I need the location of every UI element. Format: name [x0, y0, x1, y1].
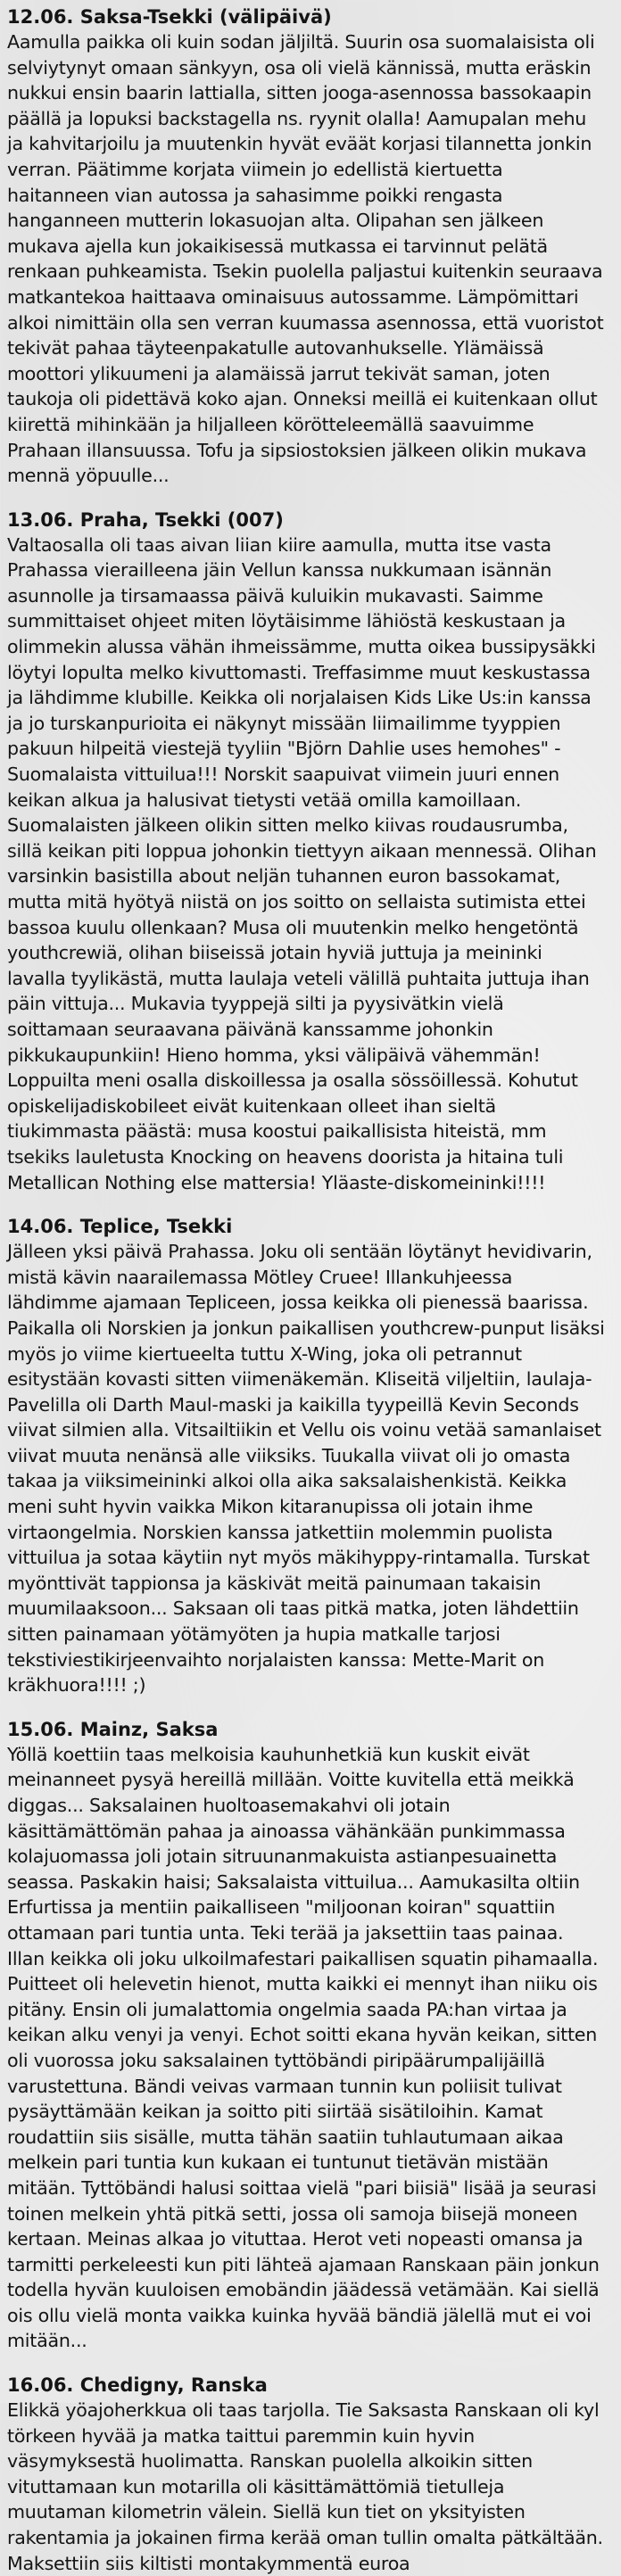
diary-entry [7, 2374, 605, 2576]
entry-body: Jälleen yksi päivä Prahassa. Joku oli sentään löytänyt hevidivarin, mistä kävin naarailemassa Mötley Cruee! Illankuhjeessa lähdimme ajamaan Tepliceen, jossa keikka oli pienessä baarissa. Paikalla oli Norskien ja jonkun paikallisen youthcrew-punput lisäksi myös jo viime kiertueelta tuttu X-Wing, joka oli petrannut esitystään kovasti sitten viimenäkemän. Kliseitä viljeltiin, laulaja-Pavelilla oli Darth Maul-maski ja kaikilla tyypeillä Kevin Seconds viivat silmien alla. Vitsailtiikin et Vellu ois voinu vetää samanlaiset viivat muuta nenänsä alle viiksiks. Tuukalla viivat oli jo omasta takaa ja viiksimeininki alkoi olla aika saksalaishenkistä. Keikka meni suht hyvin vaikka Mikon kitaranupissa oli jotain ihme virtaongelmia. Norskien kanssa jatkettiin molemmin puolista vittuilua ja sotaa käytiin nyt myös mäkihyppy-rintamalla. Turskat myönttivät tappionsa ja käskivät meitä painumaan takaisin muumilaaksoon... Saksaan oli taas pitkä matka, joten lähdettiin sitten painamaan yötämyöten ja hupia matkalle tarjosi tekstiviestikirjeenvaihto norjalaisten kanssa: Mette-Marit on kräkhuora!!!! ;) [7, 1241, 605, 1697]
entry-title: 16.06. Chedigny, Ranska [7, 2374, 268, 2397]
entry-title: 13.06. Praha, Tsekki (007) [7, 508, 284, 531]
entry-body: Elikkä yöajoherkkua oli taas tarjolla. Tie Saksasta Ranskaan oli kyl törkeen hyvää ja matka taittui paremmin kuin hyvin väsymyksestä huolimatta. Ranskan puolella alkoikin sitten vituttamaan kun motarilla oli käsittämättömiä tietulleja muutaman kilometrin välein. Siellä kun tiet on yksityisten rakentamia ja jokainen firma kerää oman tullin omalta pätkältään. Maksettiin siis kiltisti montakymmentä euroa [7, 2399, 603, 2574]
entry-title: 15.06. Mainz, Saksa [7, 1718, 219, 1740]
diary-entry [7, 1718, 605, 2354]
entry-body: Yöllä koettiin taas melkoisia kauhunhetkiä kun kuskit eivät meinanneet pysyä hereillä millään. Voitte kuvitella että meikkä diggas... Saksalainen huoltoasemakahvi oli jotain käsittämättömän pahaa ja ainoassa vähänkään punkimmassa kolajuomassa joli jotain sitruunanmakuista astianpesuainetta seassa. Paskakin haisi; Saksalaista vittuilua... Aamukasilta oltiin Erfurtissa ja mentiin paikalliseen "miljoonan koiran" squattiin ottamaan pari tuntia unta. Teki terää ja jaksettiin taas painaa. Illan keikka oli joku ulkoilmafestari paikallisen squatin pihamaalla. Puitteet oli helevetin hienot, mutta kaikki ei mennyt ihan niiku ois pitäny. Ensin oli jumalattomia ongelmia saada PA:han virtaa ja keikan alku venyi ja venyi. Echot soitti ekana hyvän keikan, sitten oli vuorossa joku saksalainen tyttöbändi piripäärumpalijäillä varustettuna. Bändi veivas varmaan tunnin kun poliisit tulivat pysäyttämään keikan ja soitto piti siirtää sisätiloihin. Kamat roudattiin siis sisälle, mutta tähän saatiin tuhlautumaan aikaa melkein pari tuntia kun kukaan ei tuntunut tietävän mistään mitään. Tyttöbändi halusi soittaa vielä "pari biisiä" lisää ja seurasi toinen melkein yhtä pitkä setti, jossa oli samoja biisejä moneen kertaan. Meinas alkaa jo vituttaa. Herot veti nopeasti omansa ja tarmitti perkeleesti kun piti lähteä ajamaan Ranskaan päin jonkun todella hyvän kuuloisen emobändin jäädessä vetämään. Kai siellä ois ollu vielä monta vaikka kuinka hyvää bändiä jälellä mut ei voi mitään... [7, 1743, 600, 2352]
entry-body: Aamulla paikka oli kuin sodan jäljiltä. Suurin osa suomalaisista oli selviytynyt omaan sänkyyn, osa oli vielä kännissä, mutta eräskin nukkui ensin baarin lattialla, sitten jooga-asennossa bassokaapin päällä ja lopuksi backstagella ns. ryynit olalla! Aamupalan mehu ja kahvitarjoilu ja muutenkin hyvät eväät korjasi tilannetta jonkin verran. Päätimme korjata viimein jo edellistä kiertuetta haitanneen vian autossa ja sahasimme poikki rengasta hanganneen mutterin lokasuojan alta. Olipahan sen jälkeen mukava ajella kun jokaikisessä mutkassa ei tarvinnut pelätä renkaan puhkeamista. Tsekin puolella paljastui kuitenkin seuraava matkantekoa haittaava ominaisuus autossamme. Lämpömittari alkoi nimittäin olla sen verran kuumassa asennossa, että vuoristot tekivät pahaa täyteenpakatulle autovanhukselle. Ylämäissä moottori ylikuumeni ja alamäissä jarrut tekivät saman, joten taukoja oli pidettävä koko ajan. Onneksi meillä ei kuitenkaan ollut kiirettä mihinkään ja hiljalleen körötteleemällä saavuimme Prahaan illansuussa. Tofu ja sipsiostoksien jälkeen olikin mukava mennä yöpuulle... [7, 31, 604, 487]
diary-entry [7, 5, 605, 489]
diary-entry [7, 508, 605, 1195]
entry-title: 14.06. Teplice, Tsekki [7, 1216, 233, 1238]
diary-entry [7, 1215, 605, 1698]
entry-body: Valtaosalla oli taas aivan liian kiire aamulla, mutta itse vasta Prahassa vierailleena jäin Vellun kanssa nukkumaan isännän asunnolle ja tirsamaassa päivä kuluikin mukavasti. Saimme summittaiset ohjeet miten löytäisimme lähiöstä keskustaan ja olimmekin alussa vähän ihmeissämme, mutta oikea bussipysäkki löytyi lopulta melko kivuttomasti. Treffasimme muut keskustassa ja lähdimme klubille. Keikka oli norjalaisen Kids Like Us:in kanssa ja jo turskanpurioita ei näkynyt missään liimailimme tyyppien pakuun hilpeitä viestejä tyyliin "Björn Dahlie uses hemohes" -Suomalaista vittuilua!!! Norskit saapuivat viimein juuri ennen keikan alkua ja halusivat tietysti vetää omilla kamoillaan. Suomalaisten jälkeen olikin sitten melko kiivas roudausrumba, sillä keikan piti loppua johonkin tiettyyn aikaan mennessä. Olihan varsinkin basistilla about neljän tuhannen euron bassokamat, mutta mitä hyötyä niistä on jos soitto on sellaista sutimista ettei bassoa kuulu ollenkaan? Musa oli muutenkin melko hengetöntä youthcrewiä, olihan biiseissä jotain hyviä juttuja ja meininki lavalla tyylikästä, mutta laulaja veteli välillä puhtaita juttuja ihan päin vittuja... Mukavia tyyppejä silti ja pyysivätkin vielä soittamaan seuraavana päivänä kanssamme johonkin pikkukaupunkiin! Hieno homma, yksi välipäivä vähemmän! Loppuilta meni osalla diskoillessa ja osalla sössöillessä. Kohutut opiskelijadiskobileet eivät kuitenkaan olleet ihan sieltä tiukimmasta päästä: musa koostui paikallisista hiteistä, mm tsekiks lauletusta Knocking on heavens doorista ja hitaina tuli Metallican Nothing else mattersia! Yläaste-diskomeininki!!!! [7, 533, 597, 1193]
entry-title: 12.06. Saksa-Tsekki (välipäivä) [7, 6, 332, 28]
